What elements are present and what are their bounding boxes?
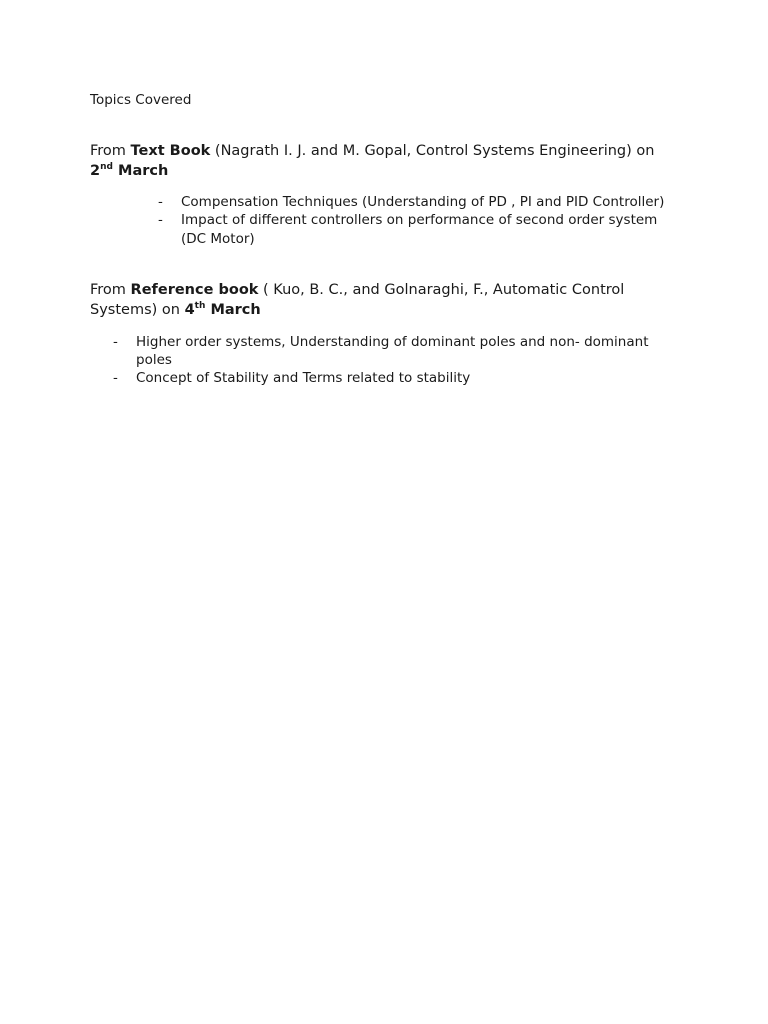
page-heading: Topics Covered — [90, 92, 192, 108]
section2-from: From — [90, 282, 126, 298]
list-item-text: Compensation Techniques (Understanding of PD , PI and PID Controller) — [181, 194, 665, 210]
section1-date-month: March — [118, 163, 169, 179]
list-item — [158, 212, 691, 250]
list-item-text: Concept of Stability and Terms related to stability — [136, 370, 471, 386]
section1-date-num: 2 — [90, 163, 101, 179]
section2-date-month: March — [210, 302, 261, 318]
section2-date-num: 4 — [184, 302, 195, 318]
section1-intro — [90, 141, 690, 181]
section2-date-sup: th — [194, 301, 206, 312]
section1-topic-list — [158, 194, 691, 250]
section1-from: From — [90, 143, 126, 159]
section2-date — [185, 302, 261, 318]
section2-source-label: Reference book — [130, 282, 259, 298]
section2-intro — [90, 280, 690, 320]
section1-source-detail: (Nagrath I. J. and M. Gopal, Control Systems Engineering) on — [214, 143, 655, 159]
section1-source-label: Text Book — [130, 143, 211, 159]
section1-date — [90, 163, 168, 179]
list-item-text-continued: (DC Motor) — [181, 231, 255, 247]
section1-date-sup: nd — [100, 162, 113, 173]
list-item — [113, 333, 676, 369]
bullet-dash: - — [113, 370, 118, 386]
list-item — [158, 194, 691, 211]
list-item — [113, 369, 676, 387]
section2-topic-list — [113, 333, 676, 387]
bullet-dash: - — [158, 194, 163, 210]
section2-source-detail: ( Kuo, B. C., and Golnaraghi, F., Automatic Control Systems) on — [90, 282, 625, 318]
list-item-text: Higher order systems, Understanding of dominant poles and non- dominant poles — [136, 334, 649, 368]
bullet-dash: - — [113, 334, 118, 350]
list-item-text: Impact of different controllers on performance of second order system — [181, 212, 658, 228]
bullet-dash: - — [158, 212, 163, 228]
